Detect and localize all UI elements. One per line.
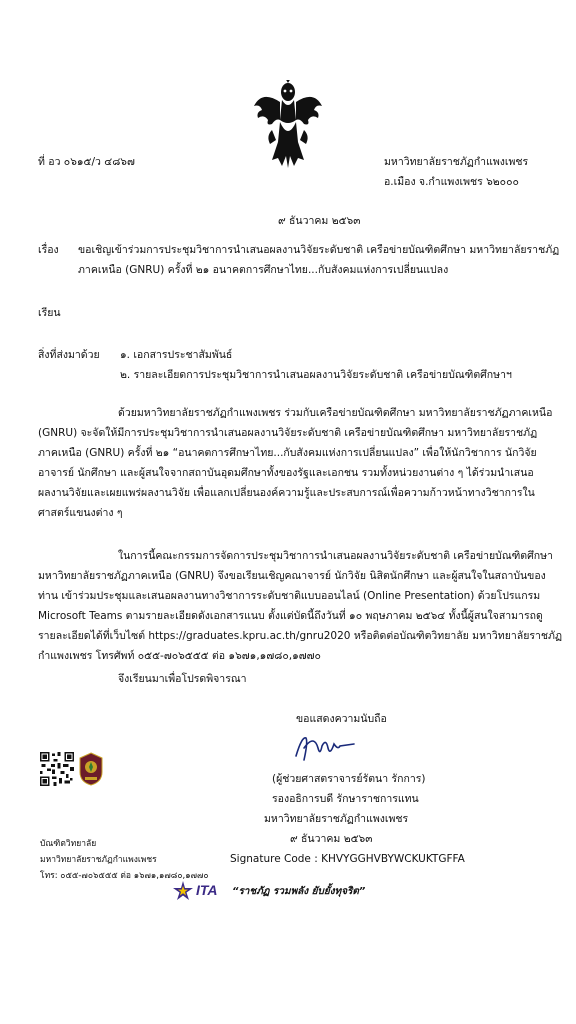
salutation: เรียน [38,307,61,319]
qr-code-icon[interactable] [40,752,74,786]
body-paragraph-1-line: ผลงานวิจัยและเผยแพร่ผลงานวิจัย เพื่อแลกเปลี่ยนองค์ความรู้และประสบการณ์เพื่อความก้าวหน้าทางวิชาการใน [38,487,535,499]
body-paragraph-2-line: ท่าน เข้าร่วมประชุมและเสนอผลงานทางวิชาการระดับชาติแบบออนไลน์ (Online Presentation) ด้วยโปรแกรม [38,590,541,602]
letter-date: ๙ ธันวาคม ๒๕๖๓ [278,215,361,227]
closing-regards: ขอแสดงความนับถือ [296,713,387,725]
body-paragraph-2-line: รายละเอียดได้ที่เว็บไซต์ https://graduates.kpru.ac.th/gnru2020 หรือติดต่อบัณฑิตวิทยาลัย มหาวิทยาลัยราชภัฏ [38,630,563,642]
body-paragraph-2-line: กำแพงเพชร โทรศัพท์ ๐๕๕-๗๐๖๕๕๕ ต่อ ๑๖๗๑,๑๗๘๐,๑๗๗๐ [38,650,321,662]
body-paragraph-1-line: (GNRU) จะจัดให้มีการประชุมวิชาการนำเสนอผลงานวิจัยระดับชาติ เครือข่ายบัณฑิตศึกษา มหาวิทยาลัยราชภัฏ [38,427,538,439]
subject-label: เรื่อง [38,244,59,256]
enclosures-label: สิ่งที่ส่งมาด้วย [38,349,100,361]
enclosure-item-2: ๒. รายละเอียดการประชุมวิชาการนำเสนอผลงานวิจัยระดับชาติ เครือข่ายบัณฑิตศึกษาฯ [120,369,512,381]
signature-code: Signature Code : KHVYGGHVBYWCKUKTGFFA [230,853,465,865]
footer-slogan: “ราชภัฏ รวมพลัง ยับยั้งทุจริต” [232,886,366,897]
organization-address: อ.เมือง จ.กำแพงเพชร ๖๒๐๐๐ [384,176,519,188]
garuda-emblem-icon [252,80,324,172]
ita-star-icon [172,880,194,902]
enclosure-item-1: ๑. เอกสารประชาสัมพันธ์ [120,349,233,361]
body-paragraph-2-line: มหาวิทยาลัยราชภัฏภาคเหนือ (GNRU) จึงขอเรียนเชิญคณาจารย์ นักวิจัย นิสิตนักศึกษา และผู้สนใจในสถาบันของ [38,570,546,582]
body-paragraph-1-line: ศาสตร์แขนงต่าง ๆ [38,507,123,519]
footer-organization: มหาวิทยาลัยราชภัฏกำแพงเพชร [40,855,157,865]
body-paragraph-2-line: Microsoft Teams ตามรายละเอียดดังเอกสารแนบ ตั้งแต่บัดนี้ถึงวันที่ ๑๐ พฤษภาคม ๒๕๖๔ ทั้งนี้ผู้สนใจสามารถดู [38,610,543,622]
footer-phone: โทร: ๐๕๕-๗๐๖๕๕๕ ต่อ ๑๖๗๑,๑๗๘๐,๑๗๗๐ [40,871,209,881]
signer-organization: มหาวิทยาลัยราชภัฏกำแพงเพชร [264,813,409,825]
subject-line-2: ภาคเหนือ (GNRU) ครั้งที่ ๒๑ อนาคตการศึกษาไทย...กับสังคมแห่งการเปลี่ยนแปลง [78,264,449,276]
body-paragraph-2-line: ในการนี้คณะกรรมการจัดการประชุมวิชาการนำเสนอผลงานวิจัยระดับชาติ เครือข่ายบัณฑิตศึกษา [118,550,553,562]
body-paragraph-3: จึงเรียนมาเพื่อโปรดพิจารณา [118,673,247,685]
reference-number: ที่ อว ๐๖๑๕/ว ๔๘๖๗ [38,156,135,168]
ita-logo [172,880,228,902]
body-paragraph-1-line: อาจารย์ นักศึกษา และผู้สนใจจากสถาบันอุดมศึกษาทั้งของรัฐและเอกชน รวมทั้งหน่วยงานต่าง ๆ ได้ร่วมนำเสนอ [38,467,534,479]
subject-line-1: ขอเชิญเข้าร่วมการประชุมวิชาการนำเสนอผลงานวิจัยระดับชาติ เครือข่ายบัณฑิตศึกษา มหาวิทยาลัยราชภัฏ [78,244,560,256]
sign-date: ๙ ธันวาคม ๒๕๖๓ [290,833,373,845]
footer-department: บัณฑิตวิทยาลัย [40,839,97,849]
organization-name: มหาวิทยาลัยราชภัฏกำแพงเพชร [384,156,529,168]
body-paragraph-1-line: ภาคเหนือ (GNRU) ครั้งที่ ๒๑ “อนาคตการศึกษาไทย...กับสังคมแห่งการเปลี่ยนแปลง” เพื่อให้นักวิชาการ นักวิจัย [38,447,537,459]
university-seal-icon [78,752,104,786]
signer-position: รองอธิการบดี รักษาราชการแทน [272,793,419,805]
body-paragraph-1-line: ด้วยมหาวิทยาลัยราชภัฏกำแพงเพชร ร่วมกับเครือข่ายบัณฑิตศึกษา มหาวิทยาลัยราชภัฏภาคเหนือ [118,407,553,419]
signer-name: (ผู้ช่วยศาสตราจารย์รัตนา รักการ) [272,773,426,785]
ita-text: ITA [196,882,218,898]
handwritten-signature [292,730,356,764]
